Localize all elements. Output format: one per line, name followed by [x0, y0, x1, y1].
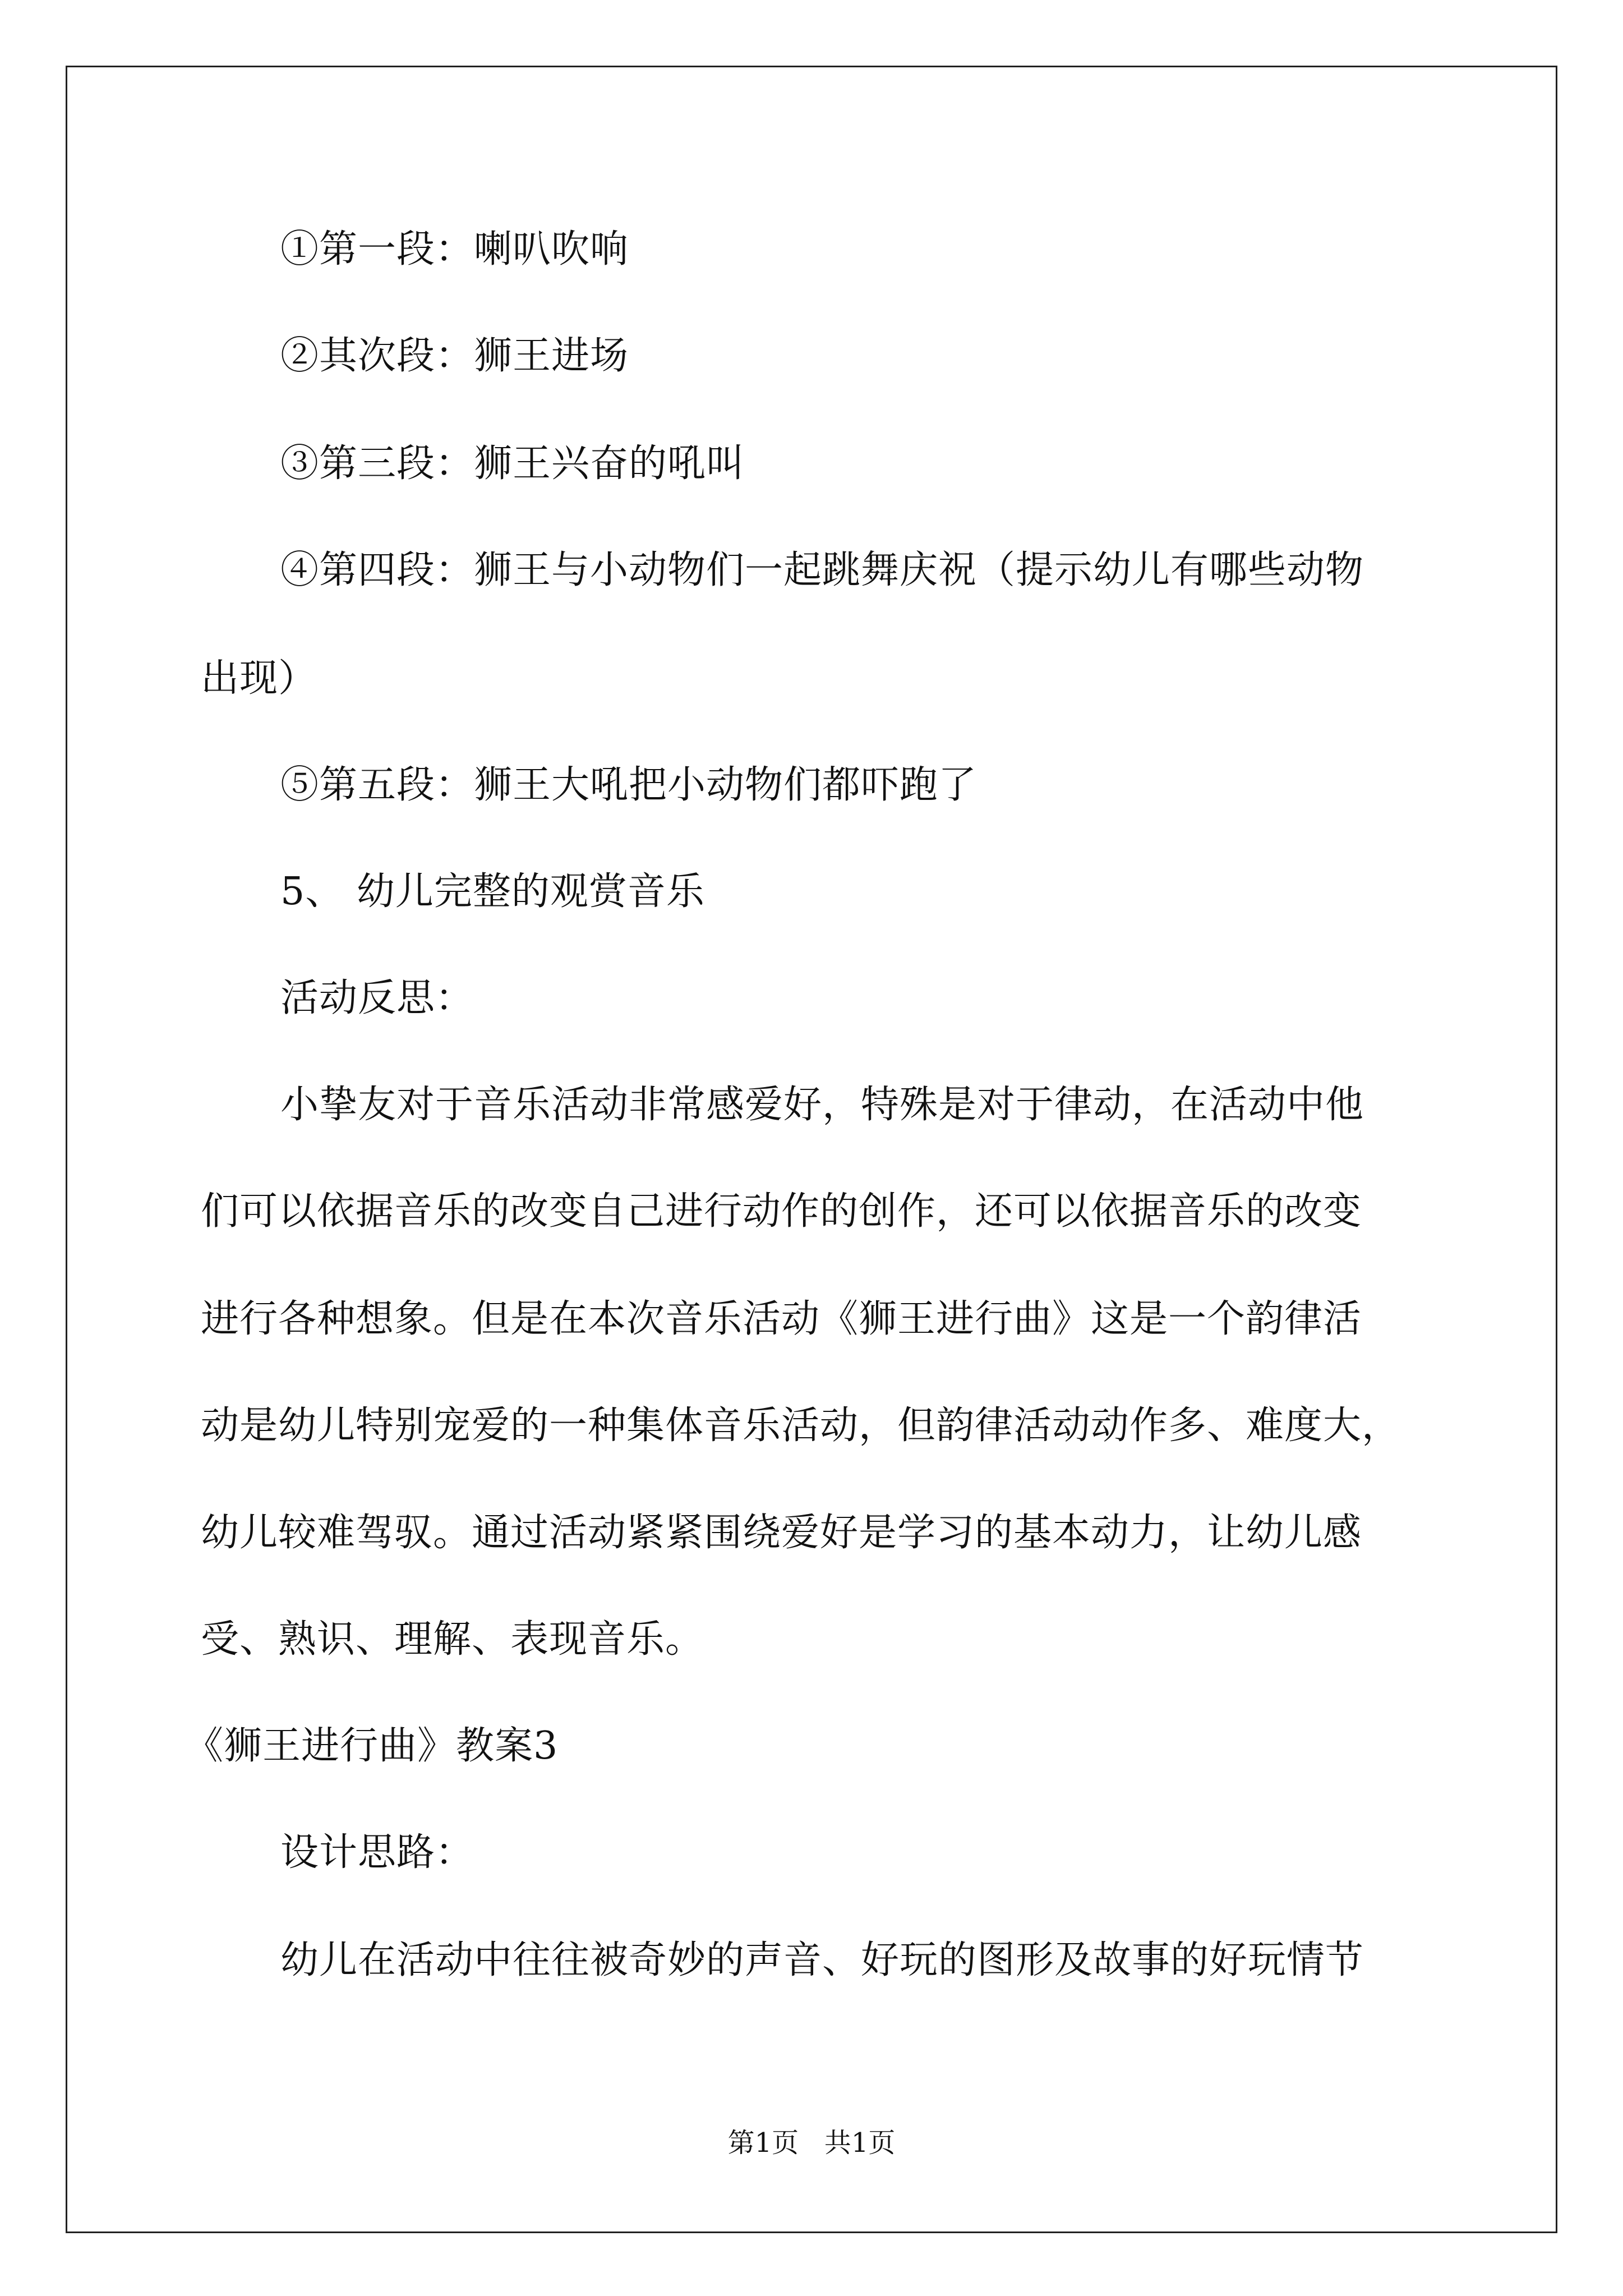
paragraph-line-5: 出现） [201, 656, 317, 701]
paragraph-line-11: 进行各种想象。但是在本次音乐活动《狮王进行曲》这是一个韵律活 [201, 1297, 1362, 1341]
page-footer: 第1页 共1页 [727, 2127, 896, 2159]
paragraph-line-10: 们可以依据音乐的改变自己进行动作的创作，还可以依据音乐的改变 [201, 1189, 1362, 1234]
paragraph-line-1: ①第一段：喇叭吹响 [280, 227, 629, 272]
paragraph-line-14: 受、熟识、理解、表现音乐。 [201, 1617, 704, 1662]
page-border [66, 66, 1557, 2233]
paragraph-line-6: ⑤第五段：狮王大吼把小动物们都吓跑了 [280, 763, 978, 807]
paragraph-line-9: 小挚友对于音乐活动非常感爱好，特殊是对于律动，在活动中他 [280, 1083, 1364, 1127]
paragraph-line-4: ④第四段：狮王与小动物们一起跳舞庆祝（提示幼儿有哪些动物 [280, 548, 1364, 592]
section-label-design: 设计思路： [280, 1830, 474, 1875]
paragraph-line-7: 5、 幼儿完整的观赏音乐 [280, 869, 705, 914]
paragraph-line-13: 幼儿较难驾驭。通过活动紧紧围绕爱好是学习的基本动力，让幼儿感 [201, 1511, 1362, 1555]
paragraph-line-12: 动是幼儿特别宠爱的一种集体音乐活动，但韵律活动动作多、难度大， [201, 1404, 1401, 1448]
paragraph-line-17: 幼儿在活动中往往被奇妙的声音、好玩的图形及故事的好玩情节 [280, 1938, 1364, 1982]
paragraph-line-3: ③第三段：狮王兴奋的吼叫 [280, 441, 745, 486]
paragraph-line-2: ②其次段：狮王进场 [280, 334, 629, 378]
section-label-reflection: 活动反思： [280, 976, 474, 1020]
section-heading: 《狮王进行曲》教案3 [185, 1724, 559, 1768]
